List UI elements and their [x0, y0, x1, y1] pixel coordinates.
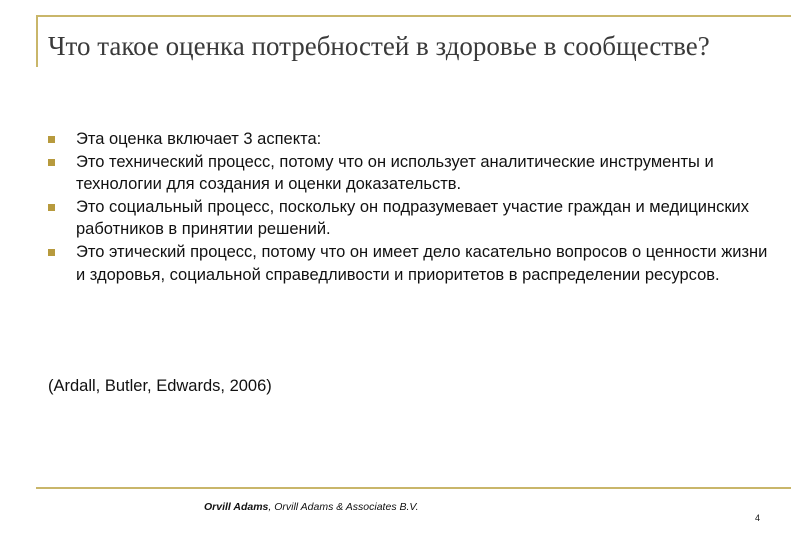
bullet-list — [48, 128, 778, 286]
footer-credit — [204, 500, 419, 514]
square-bullet-icon — [48, 159, 55, 166]
bullet-item — [48, 241, 778, 286]
citation: (Ardall, Butler, Edwards, 2006) — [48, 377, 272, 395]
square-bullet-icon — [48, 204, 55, 211]
bullet-text: Это социальный процесс, поскольку он подразумевает участие граждан и медицинских работников в принятии решений. — [76, 197, 750, 239]
bullet-text: Эта оценка включает 3 аспекта: — [76, 130, 322, 148]
bullet-item — [48, 196, 778, 241]
slide-title: Что такое оценка потребностей в здоровье в сообществе? — [48, 31, 710, 61]
page-number: 4 — [755, 513, 761, 523]
bullet-text: Это технический процесс, потому что он использует аналитические инструменты и технологии для создания и оценки доказательств. — [76, 152, 714, 194]
footer-author: Orvill Adams — [204, 501, 269, 513]
slide-left-rule — [36, 15, 38, 67]
square-bullet-icon — [48, 136, 55, 143]
slide-top-rule — [36, 15, 791, 17]
footer-rule — [36, 487, 791, 489]
bullet-item — [48, 128, 778, 151]
bullet-text: Это этический процесс, потому что он имеет дело касательно вопросов о ценности жизни и здоровья, социальной справедливости и приоритетов в распределении ресурсов. — [76, 242, 768, 284]
footer-affiliation: , Orvill Adams & Associates B.V. — [268, 501, 419, 513]
square-bullet-icon — [48, 249, 55, 256]
bullet-item — [48, 151, 778, 196]
